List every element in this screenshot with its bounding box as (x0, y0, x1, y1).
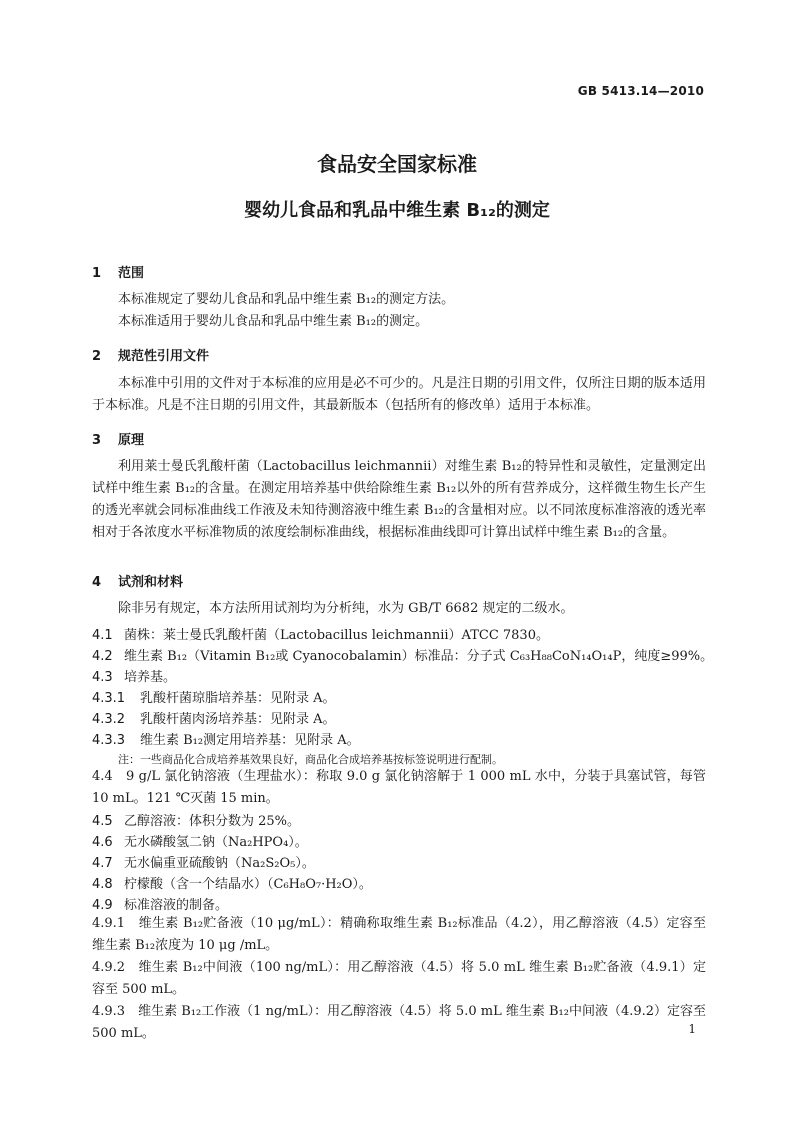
list-item (92, 852, 315, 871)
paragraph: 除非另有规定，本方法所用试剂均为分析纯，水为 GB/T 6682 规定的二级水。 (118, 601, 574, 616)
list-item: 4.9.3 维生素 B₁₂工作液（1 ng/mL）：用乙醇溶液（4.5）将 5.0 mL 维生素 B₁₂中间液（4.9.2）定容至 500 mL。 (92, 1004, 707, 1041)
item-text: 维生素 B₁₂测定用培养基：见附录 A。 (140, 733, 360, 748)
item-text: 乳酸杆菌肉汤培养基：见附录 A。 (140, 712, 336, 727)
note: 注：一些商品化合成培养基效果良好，商品化合成培养基按标签说明进行配制。 (118, 753, 503, 766)
section-heading-scope (92, 262, 144, 281)
item-number: 4.9 (92, 898, 113, 913)
item-number: 4.3.3 (92, 733, 126, 748)
item-text: 乳酸杆菌琼脂培养基：见附录 A。 (140, 691, 336, 706)
paragraph: 利用莱士曼氏乳酸杆菌（Lactobacillus leichmannii）对维生素 B₁₂的特异性和灵敏性，定量测定出试样中维生素 B₁₂的含量。在测定用培养基中供给除维生素 B₁₂以外的所有营养成分，这样微生物生长产生的透光率就会同标准曲线工作液及未知待测溶液中维生素 B₁₂的含量相对应。以不同浓度标准溶液的透光率相对于各浓度水平标准物质的浓度绘制标准曲线，根据标准曲线即可计算出试样中维生素 B₁₂的含量。 (92, 459, 706, 540)
section-heading-principle (92, 429, 144, 448)
paragraph: 本标准规定了婴幼儿食品和乳品中维生素 B₁₂的测定方法。 (118, 292, 455, 307)
section-number: 3 (92, 433, 102, 448)
item-number: 4.5 (92, 814, 113, 829)
section-number: 2 (92, 349, 102, 364)
item-text: 菌株：莱士曼氏乳酸杆菌（Lactobacillus leichmannii）ATCC 7830。 (124, 628, 549, 643)
item-text: 维生素 B₁₂（Vitamin B₁₂或 Cyanocobalamin）标准品：分子式 C₆₃H₈₈CoN₁₄O₁₄P，纯度≥99%。 (124, 649, 714, 664)
section-title: 规范性引用文件 (118, 349, 210, 364)
list-item (92, 624, 549, 643)
section-heading-reagents (92, 571, 183, 590)
item-number: 4.6 (92, 835, 113, 850)
paragraph: 本标准中引用的文件对于本标准的应用是必不可少的。凡是注日期的引用文件，仅所注日期的版本适用于本标准。凡是不注日期的引用文件，其最新版本（包括所有的修改单）适用于本标准。 (92, 376, 706, 413)
item-text: 培养基。 (124, 670, 177, 685)
item-number: 4.1 (92, 628, 113, 643)
list-item (92, 645, 713, 664)
list-item (92, 873, 372, 892)
list-item (92, 810, 300, 829)
item-text: 无水偏重亚硫酸钠（Na₂S₂O₅）。 (124, 856, 315, 871)
document-title: 食品安全国家标准 (317, 152, 477, 176)
list-item (92, 708, 336, 727)
standard-code: GB 5413.14—2010 (577, 84, 704, 98)
list-item: 4.4 9 g/L 氯化钠溶液（生理盐水）：称取 9.0 g 氯化钠溶解于 1 000 mL 水中，分装于具塞试管，每管 10 mL。121 ℃灭菌 15 min。 (92, 769, 706, 806)
section-heading-normative-references (92, 345, 209, 364)
section-title: 试剂和材料 (118, 575, 184, 590)
paragraph: 本标准适用于婴幼儿食品和乳品中维生素 B₁₂的测定。 (118, 314, 429, 329)
list-item: 4.9.2 维生素 B₁₂中间液（100 ng/mL）：用乙醇溶液（4.5）将 5.0 mL 维生素 B₁₂贮备液（4.9.1）定容至 500 mL。 (92, 960, 706, 997)
item-number: 4.3.1 (92, 691, 126, 706)
list-item (92, 729, 360, 748)
section-title: 原理 (118, 433, 145, 448)
list-item (92, 687, 336, 706)
item-number: 4.7 (92, 856, 113, 871)
item-text: 乙醇溶液：体积分数为 25%。 (124, 814, 301, 829)
section-number: 1 (92, 266, 102, 281)
item-number: 4.8 (92, 877, 113, 892)
item-text: 柠檬酸（含一个结晶水）（C₆H₈O₇·H₂O）。 (124, 877, 372, 892)
section-title: 范围 (118, 266, 145, 281)
document-subtitle: 婴幼儿食品和乳品中维生素 B₁₂的测定 (244, 200, 550, 221)
item-number: 4.3 (92, 670, 113, 685)
section-number: 4 (92, 575, 102, 590)
page-number: 1 (688, 1022, 696, 1036)
item-number: 4.3.2 (92, 712, 126, 727)
list-item (92, 666, 176, 685)
item-number: 4.2 (92, 649, 113, 664)
list-item (92, 831, 308, 850)
list-item (92, 894, 228, 913)
item-text: 标准溶液的制备。 (124, 898, 229, 913)
list-item: 4.9.1 维生素 B₁₂贮备液（10 μg/mL）：精确称取维生素 B₁₂标准品（4.2），用乙醇溶液（4.5）定容至维生素 B₁₂浓度为 10 μg /mL。 (92, 916, 706, 953)
item-text: 无水磷酸氢二钠（Na₂HPO₄）。 (124, 835, 308, 850)
